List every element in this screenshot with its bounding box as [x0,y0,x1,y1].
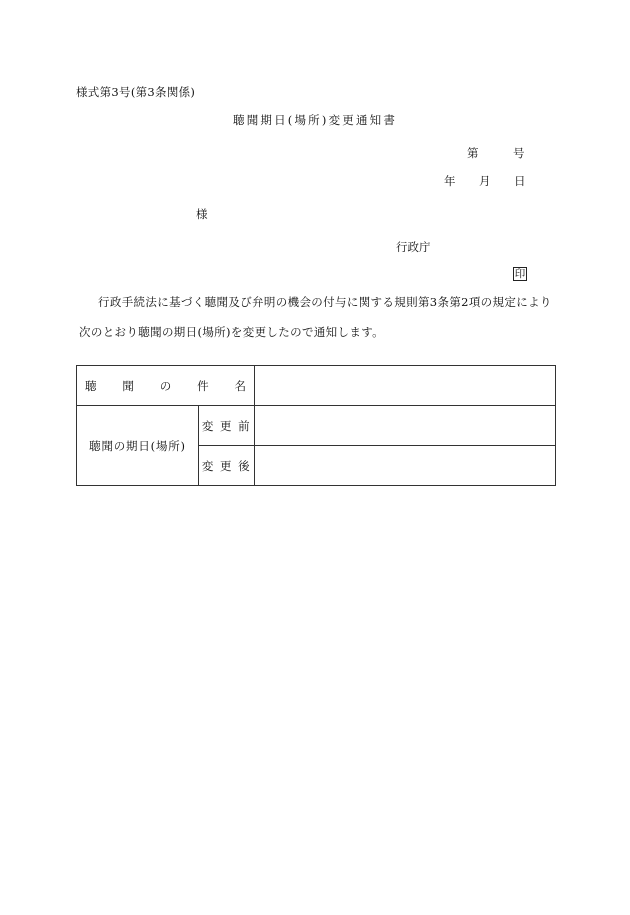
document-title: 聴聞期日(場所)変更通知書 [233,113,398,127]
notice-table [76,365,556,486]
case-name-char: 聴 [85,378,97,393]
case-name-char: の [159,378,172,393]
case-name-char: 名 [234,378,246,393]
form-number: 様式第3号(第3条関係) [76,85,196,99]
date-month-label: 月 [479,174,491,188]
addressee-suffix: 様 [196,207,208,221]
seal-mark: 印 [514,267,526,280]
case-name-label-cell [77,366,255,406]
before-change-value-cell[interactable] [255,406,556,446]
date-day-label: 日 [514,174,526,188]
case-name-row [77,366,556,406]
case-name-label [77,378,254,394]
body-text-line-2: 次のとおり聴聞の期日(場所)を変更したので通知します。 [79,325,384,339]
document-number-suffix: 号 [513,146,525,160]
document-number-prefix: 第 [467,146,479,160]
before-change-label: 変 更 前 [199,406,255,446]
after-change-label: 変 更 後 [199,446,255,486]
date-year-label: 年 [444,174,456,188]
before-change-row [77,406,556,446]
body-text-line-1: 行政手続法に基づく聴聞及び弁明の機会の付与に関する規則第3条第2項の規定により [98,295,552,309]
hearing-date-label: 聴聞の期日(場所) [89,438,186,453]
case-name-value-cell[interactable] [255,366,556,406]
hearing-date-label-cell [77,406,199,486]
issuer-name: 行政庁 [396,240,431,254]
case-name-char: 件 [197,378,209,393]
case-name-char: 聞 [122,378,134,393]
after-change-value-cell[interactable] [255,446,556,486]
